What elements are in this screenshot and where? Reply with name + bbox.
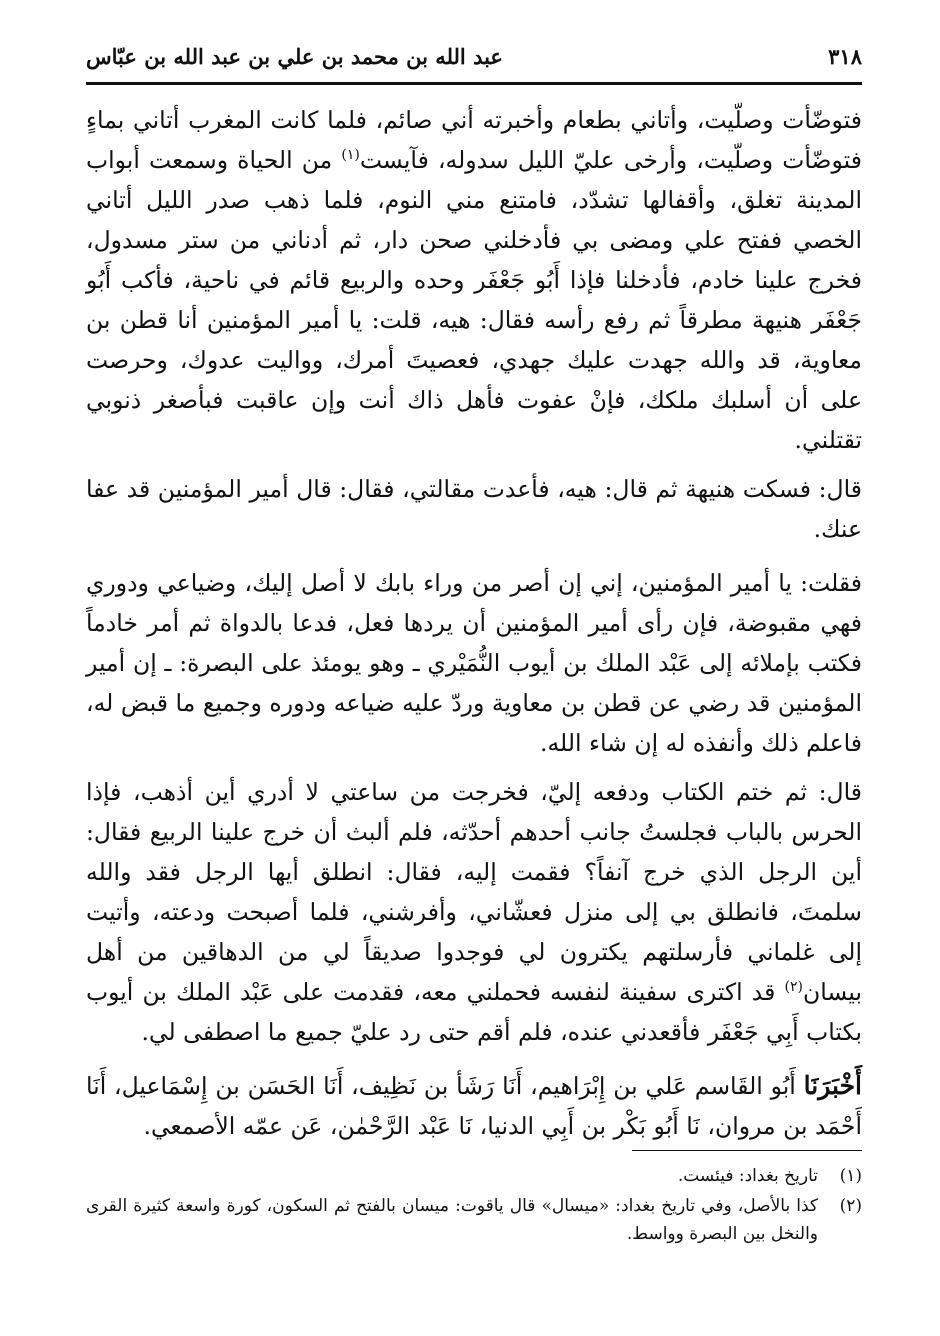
paragraph <box>86 469 862 549</box>
isnad-text: أَبُو القَاسم عَلي بن إِبْرَاهيم، أَنَا رَشَأ بن نَظِيف، أَنَا الحَسَن بن إِسْمَاعيل، أَنَا أَحْمَد بن مروان، نَا أَبُو بَكْر بن أَبِي الدنيا، نَا عَبْد الرَّحْمٰن، عَن عمّه الأصمعي. <box>86 1072 862 1140</box>
footnote-number: (٢) <box>839 1196 862 1216</box>
paragraph-text: من الحياة وسمعت أبواب المدينة تغلق، وأقفالها تشدّد، فامتنع مني النوم، فلما ذهب صدر الليل أتاني الخصي ففتح علي ومضى بي فأدخلني صحن دار، ثم أدناني من ستر مسدول، فخرج علينا خادم، فأدخلنا فإذا أَبُو جَعْفَر وحده والربيع قائم في ناحية، فأكب أَبُو جَعْفَر هنيهة مطرقاً ثم رفع رأسه فقال: هيه، قلت: يا أمير المؤمنين أنا قطن بن معاوية، قد والله جهدت عليك جهدي، فعصيتَ أمرك، وواليت عدوك، وحرصت على أن أسلبك ملكك، فإنْ عفوت فأهل ذاك أنت وإن عاقبت فبأصغر ذنوبي تقتلني. <box>86 146 862 454</box>
paragraph-text: قال: ثم ختم الكتاب ودفعه إليّ، فخرجت من ساعتي لا أدري أين أذهب، فإذا الحرس بالباب فجلستُ جانب أحدهم أحدّثه، فلم ألبث أن خرج علينا الربيع فقال: أين الرجل الذي خرج آنفاً؟ فقمت إليه، فقال: انطلق أيها الرجل فقد والله سلمتَ، فانطلق بي إلى منزل فعشّاني، وأفرشني، فلما أصبحت ودعته، وأتيت إلى غلماني فأرسلتهم يكترون لي فوجدوا صديقاً لي من الدهاقين من أهل بيسان <box>86 778 862 1006</box>
paragraph-text: قال: فسكت هنيهة ثم قال: هيه، فأعدت مقالتي، فقال: قال أمير المؤمنين قد عفا عنك. <box>86 475 862 543</box>
isnad-lead: أَخْبَرَنَا <box>803 1071 862 1100</box>
main-text <box>86 100 862 1155</box>
paragraph <box>86 772 862 1052</box>
footnote <box>86 1192 862 1248</box>
paragraph <box>86 100 862 460</box>
paragraph-text: فقلت: يا أمير المؤمنين، إني إن أصر من وراء بابك لا أصل إليك، وضياعي ودوري فهي مقبوضة، فإن رأى أمير المؤمنين أن يردها فعل، فدعا بالدواة ثم أمر خادماً فكتب بإملائه إلى عَبْد الملك بن أيوب النُّمَيْري ـ وهو يومئذ على البصرة: ـ إن أمير المؤمنين قد رضي عن قطن بن معاوية وردّ عليه ضياعه ودوره وجميع ما قبض له، فاعلم ذلك وأنفذه له إن شاء الله. <box>86 569 863 757</box>
paragraph-text: قد اكترى سفينة لنفسه فحملني معه، فقدمت على عَبْد الملك بن أيوب بكتاب أَبِي جَعْفَر فأقعدني عنده، فلم أقم حتى رد عليّ جميع ما اصطفى لي. <box>86 978 862 1046</box>
footnotes <box>86 1162 862 1250</box>
footnote-mark: (١) <box>341 147 360 164</box>
footnote <box>86 1162 862 1190</box>
footnote-mark: (٢) <box>784 979 803 996</box>
paragraph <box>86 563 862 763</box>
paragraph-text: فتوضّأت وصلّيت، وأتاني بطعام وأخبرته أني صائم، فلما كانت المغرب أتاني بماءٍ فتوضّأت وصلّيت، وأرخى عليّ الليل سدوله، فآيست <box>86 106 862 174</box>
isnad-paragraph <box>86 1066 862 1146</box>
footnote-number: (١) <box>839 1166 862 1186</box>
footnote-text: كذا بالأصل، وفي تاريخ بغداد: «ميسال» قال ياقوت: ميسان بالفتح ثم السكون، كورة واسعة كثيرة القرى والنخل بين البصرة وواسط. <box>86 1196 818 1244</box>
header-rule <box>86 82 862 85</box>
footnote-rule <box>632 1150 862 1151</box>
page-header <box>86 38 862 74</box>
footnote-text: تاريخ بغداد: فيئست. <box>677 1166 818 1186</box>
running-title: عبد الله بن محمد بن علي بن عبد الله بن عبّاس <box>86 43 503 69</box>
page-number: ٣١٨ <box>828 43 862 69</box>
